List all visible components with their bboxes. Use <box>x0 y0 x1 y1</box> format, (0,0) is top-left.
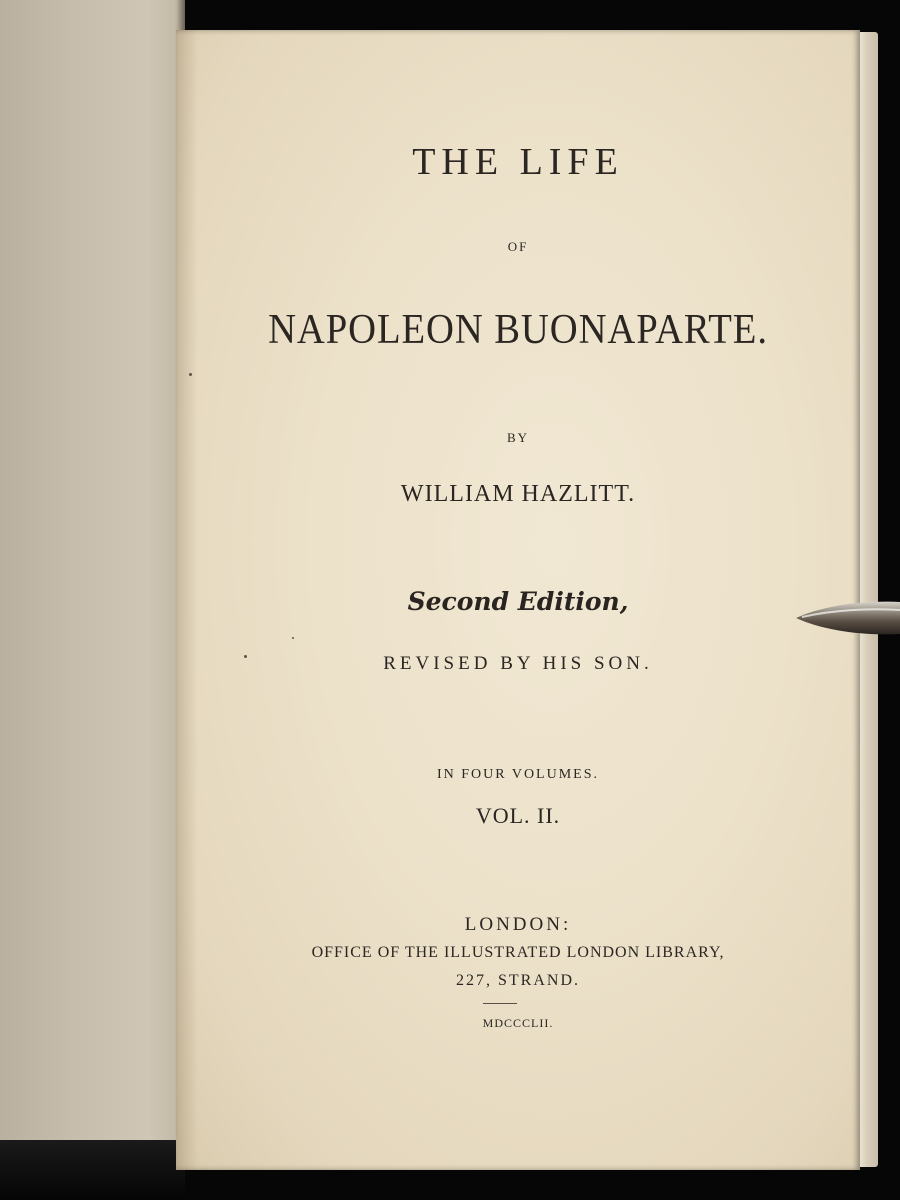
imprint-year: MDCCCLII. <box>482 1016 554 1030</box>
imprint-city: LONDON: <box>464 914 572 935</box>
subject-line: NAPOLEON BUONAPARTE. <box>268 307 768 353</box>
left-cover-board <box>0 1140 185 1200</box>
bookmark-pointer <box>792 588 900 648</box>
revised-line: REVISED BY HIS SON. <box>383 653 653 674</box>
by-line: BY <box>506 430 530 445</box>
imprint-publisher: OFFICE OF THE ILLUSTRATED LONDON LIBRARY, <box>311 944 725 961</box>
left-blank-page <box>0 0 185 1200</box>
title-line: THE LIFE <box>412 141 624 183</box>
edition-line: Second Edition, <box>407 587 629 616</box>
of-line: OF <box>507 239 529 254</box>
volumes-line: IN FOUR VOLUMES. <box>436 767 600 782</box>
author-line: WILLIAM HAZLITT. <box>400 481 636 507</box>
volume-number: VOL. II. <box>475 803 561 828</box>
imprint-rule <box>483 1003 517 1004</box>
imprint-address: 227, STRAND. <box>455 972 580 989</box>
